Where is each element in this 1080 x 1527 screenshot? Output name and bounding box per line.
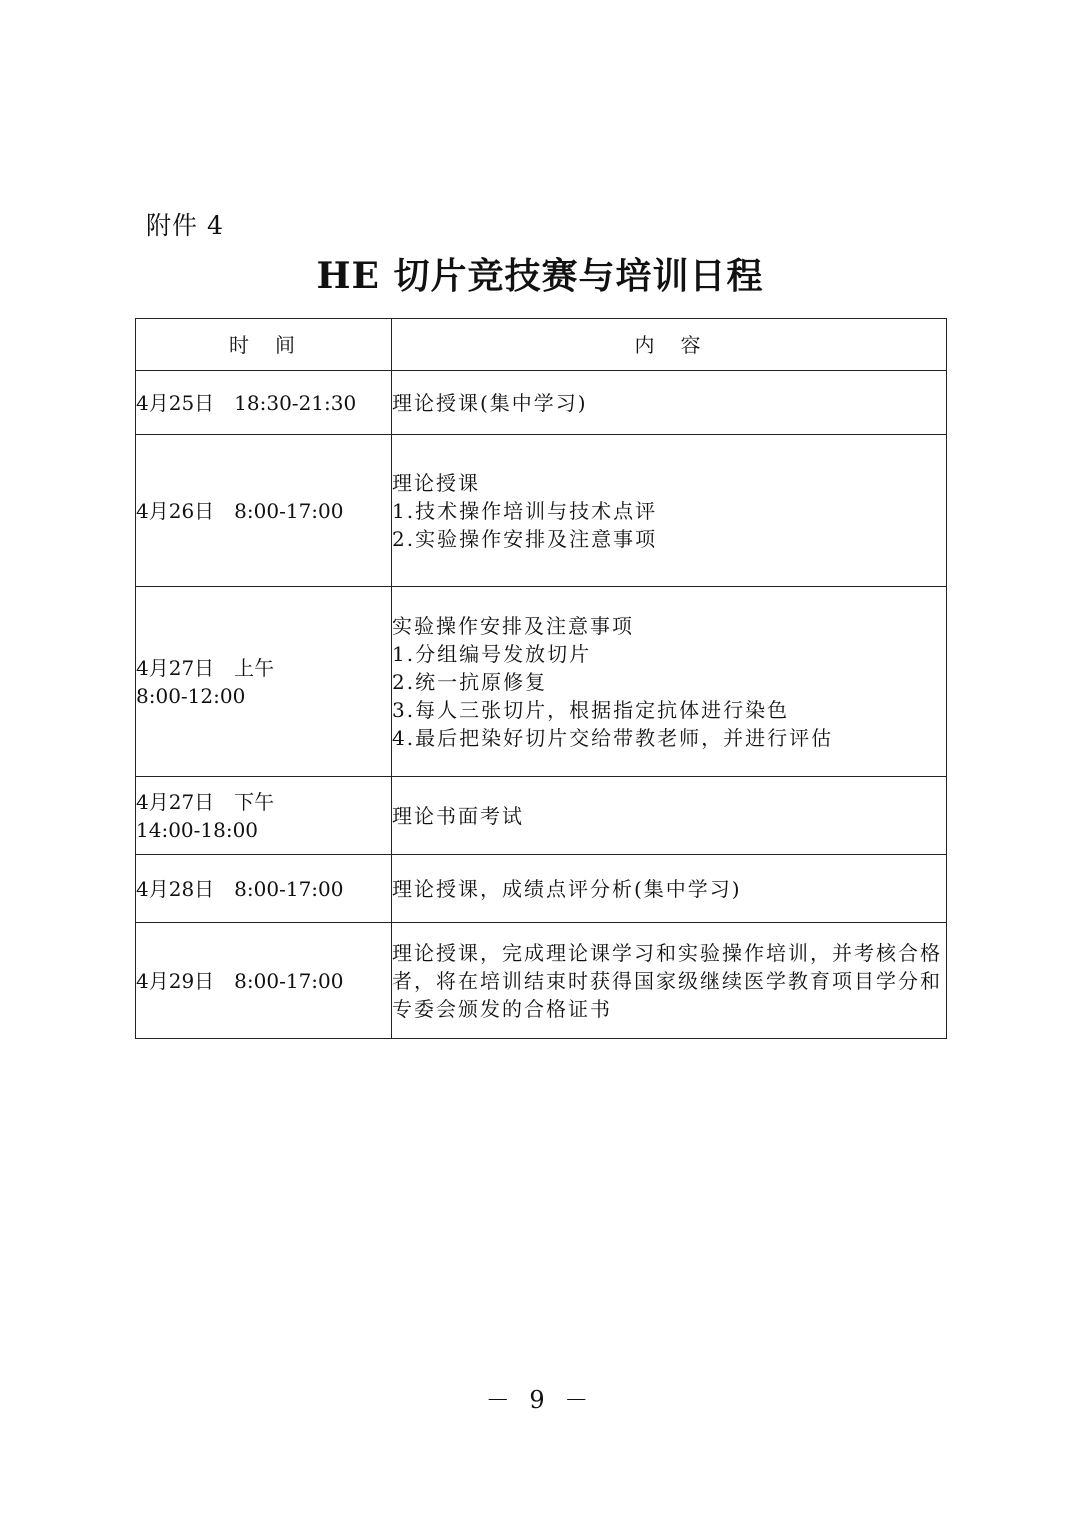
header-content: 内 容 [392,319,947,371]
table-row [136,435,947,587]
time-cell [136,371,392,435]
time-line: 4月27日 下午 [136,789,275,814]
page-number: － 9 － [485,1386,595,1414]
time-cell [136,587,392,777]
time-line: 4月28日 8:00-17:00 [136,876,344,901]
content-line: 专委会颁发的合格证书 [392,996,612,1021]
content-line: 理论授课，成绩点评分析(集中学习) [392,876,742,901]
attachment-label: 附件 4 [146,211,224,240]
time-line: 4月26日 8:00-17:00 [136,498,344,523]
table-row [136,855,947,923]
time-cell [136,855,392,923]
content-line: 4.最后把染好切片交给带教老师，并进行评估 [392,725,834,750]
table-row [136,777,947,855]
table-row [136,923,947,1039]
content-line: 2.统一抗原修复 [392,669,548,694]
time-line: 4月25日 18:30-21:30 [136,390,357,415]
content-line: 1.技术操作培训与技术点评 [392,498,658,523]
schedule-table [135,318,947,1039]
content-line: 理论授课(集中学习) [392,390,588,415]
content-cell [392,855,947,923]
time-line: 14:00-18:00 [136,817,259,842]
content-cell [392,923,947,1039]
time-cell [136,435,392,587]
content-line: 者，将在培训结束时获得国家级继续医学教育项目学分和 [392,968,942,993]
table-header-row [136,319,947,371]
content-line: 1.分组编号发放切片 [392,641,592,666]
content-cell [392,435,947,587]
content-cell [392,777,947,855]
content-cell [392,587,947,777]
content-line: 3.每人三张切片，根据指定抗体进行染色 [392,697,790,722]
time-cell [136,923,392,1039]
table-row [136,371,947,435]
content-line: 理论书面考试 [392,803,524,828]
content-line: 理论授课，完成理论课学习和实验操作培训，并考核合格 [392,940,942,965]
document-title: HE 切片竞技赛与培训日程 [316,255,764,297]
time-line: 8:00-12:00 [136,683,246,708]
header-time: 时 间 [136,319,392,371]
time-line: 4月27日 上午 [136,655,275,680]
content-line: 2.实验操作安排及注意事项 [392,526,658,551]
table-row [136,587,947,777]
content-line: 实验操作安排及注意事项 [392,613,634,638]
content-line: 理论授课 [392,470,480,495]
content-cell [392,371,947,435]
time-cell [136,777,392,855]
time-line: 4月29日 8:00-17:00 [136,968,344,993]
